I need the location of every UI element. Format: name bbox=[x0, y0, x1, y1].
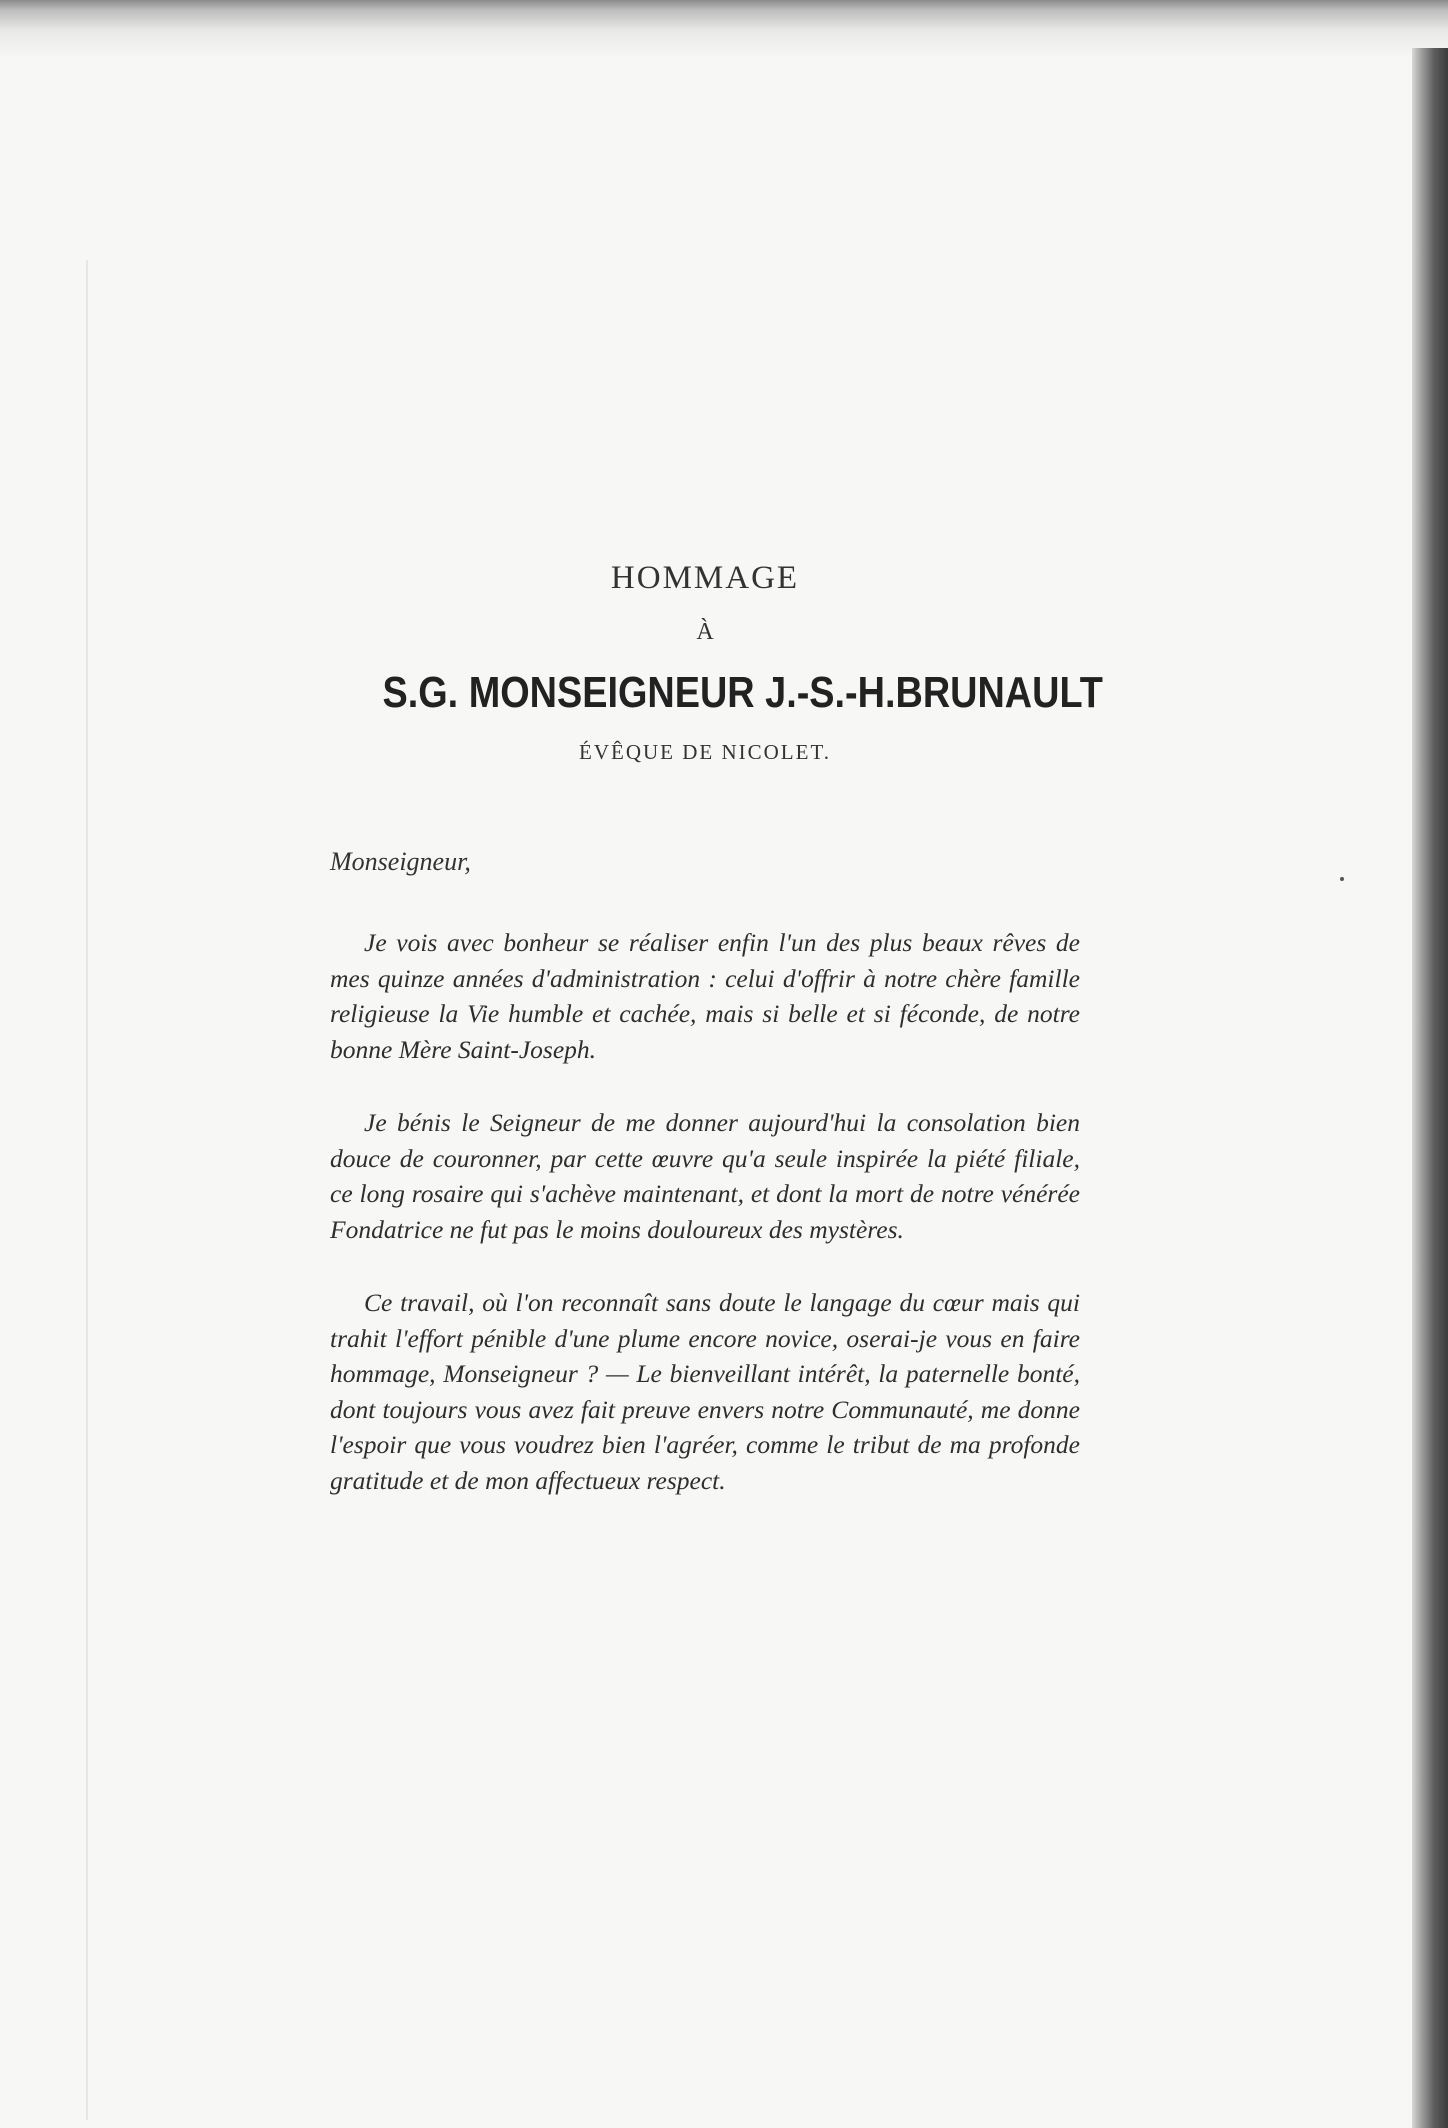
dedication-to: À bbox=[696, 619, 714, 645]
letter-paragraph-1: Je vois avec bonheur se réaliser enfin l'un des plus beaux rêves de mes quinze années d'administration : celui d'offrir à notre chère famille religieuse la Vie humble et cachée, mais si belle et si féconde, de notre bonne Mère Saint-Joseph. bbox=[330, 928, 1080, 1064]
gutter-line bbox=[86, 260, 88, 2120]
letter-paragraph-2: Je bénis le Seigneur de me donner aujourd'hui la consolation bien douce de couronner, par cette œuvre qu'a seule inspirée la piété filiale, ce long rosaire qui s'achève maintenant, et dont la mort de notre vénérée Fondatrice ne fut pas le moins douloureux des mystères. bbox=[330, 1108, 1080, 1244]
ink-speck bbox=[1340, 877, 1344, 881]
dedication-block bbox=[330, 560, 1103, 1498]
top-shadow bbox=[0, 0, 1448, 60]
dedicatee-name: S.G. MONSEIGNEUR J.-S.-H.BRUNAULT bbox=[382, 668, 1103, 717]
dedicatee-title: ÉVÊQUE DE NICOLET. bbox=[579, 740, 831, 764]
letter-salutation: Monseigneur, bbox=[330, 847, 471, 876]
dedication-heading: HOMMAGE bbox=[610, 560, 800, 596]
letter-paragraph-3: Ce travail, où l'on reconnaît sans doute le langage du cœur mais qui trahit l'effort pénible d'une plume encore novice, oserai-je vous en faire hommage, Monseigneur ? — Le bienveillant intérêt, la paternelle bonté, dont toujours vous avez fait preuve envers notre Communauté, me donne l'espoir que vous voudrez bien l'agréer, comme le tribut de ma profonde gratitude et de mon affectueux respect. bbox=[330, 1288, 1080, 1495]
book-edge bbox=[1412, 48, 1448, 2128]
